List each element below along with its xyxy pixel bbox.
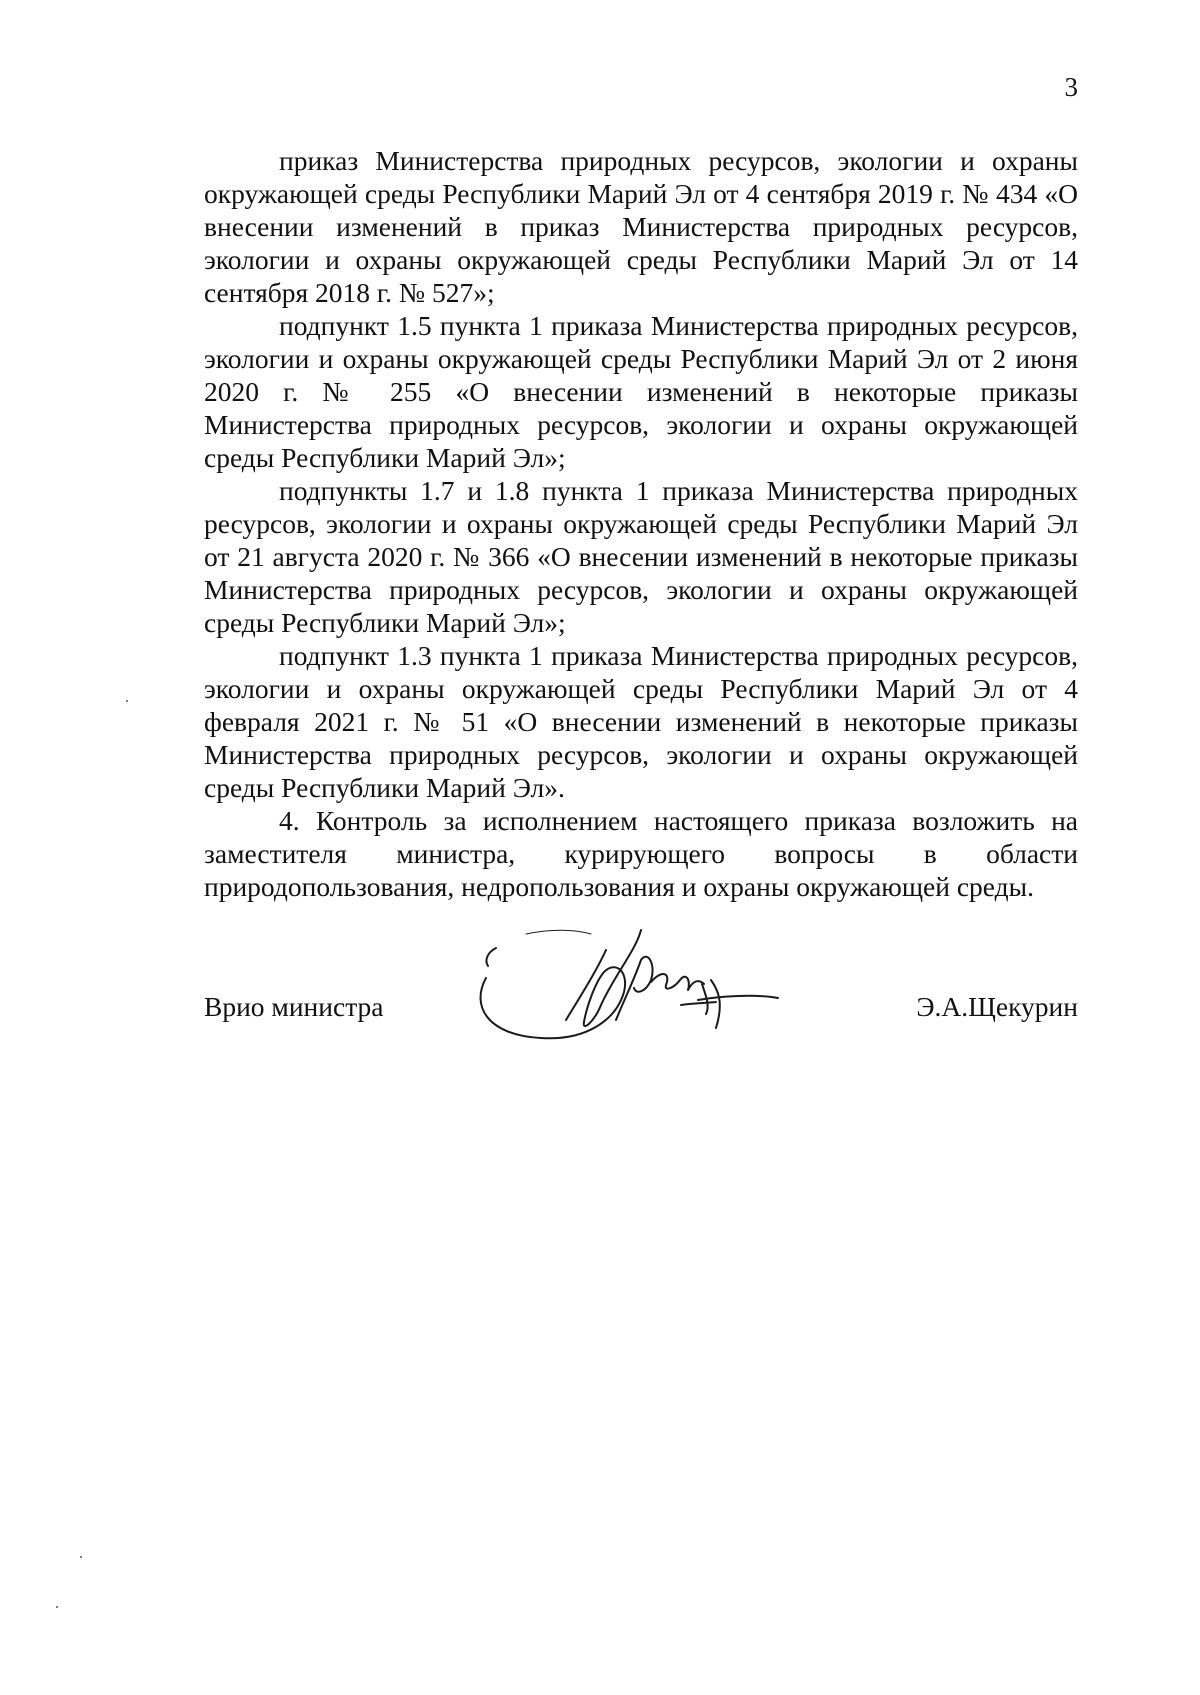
page-number: 3 (1064, 72, 1078, 102)
signatory-name: Э.А.Щекурин (916, 991, 1078, 1022)
paragraph-order-51: подпункт 1.3 пункта 1 приказа Министерства природных ресурсов, экологии и охраны окружающей среды Республики Марий Эл от 4 февраля 2021 г. № 51 «О внесении изменений в некоторые приказы Министерства природных ресурсов, экологии и охраны окружающей среды Республики Марий Эл». (204, 640, 1078, 803)
paragraph-control-clause: 4. Контроль за исполнением настоящего приказа возложить на заместителя министра, курирующего вопросы в области природопользования, недропользования и охраны окружающей среды. (204, 805, 1078, 902)
scan-speck (80, 1556, 82, 1558)
paragraph-order-434: приказ Министерства природных ресурсов, экологии и охраны окружающей среды Республики Марий Эл от 4 сентября 2019 г. № 434 «О внесении изменений в приказ Министерства природных ресурсов, экологии и охраны окружающей среды Республики Марий Эл от 14 сентября 2018 г. № 527»; (204, 145, 1078, 308)
signature-block (204, 990, 1078, 1110)
paragraph-order-366: подпункты 1.7 и 1.8 пункта 1 приказа Министерства природных ресурсов, экологии и охраны окружающей среды Республики Марий Эл от 21 августа 2020 г. № 366 «О внесении изменений в некоторые приказы Министерства природных ресурсов, экологии и охраны окружающей среды Республики Марий Эл»; (204, 475, 1078, 638)
document-body (204, 144, 1078, 903)
signatory-title: Врио министра (204, 991, 384, 1022)
handwritten-signature-icon (466, 910, 796, 1080)
scan-speck (56, 1606, 58, 1608)
scan-speck (126, 700, 128, 702)
paragraph-order-255: подпункт 1.5 пункта 1 приказа Министерства природных ресурсов, экологии и охраны окружающей среды Республики Марий Эл от 2 июня 2020 г. № 255 «О внесении изменений в некоторые приказы Министерства природных ресурсов, экологии и охраны окружающей среды Республики Марий Эл»; (204, 310, 1078, 473)
